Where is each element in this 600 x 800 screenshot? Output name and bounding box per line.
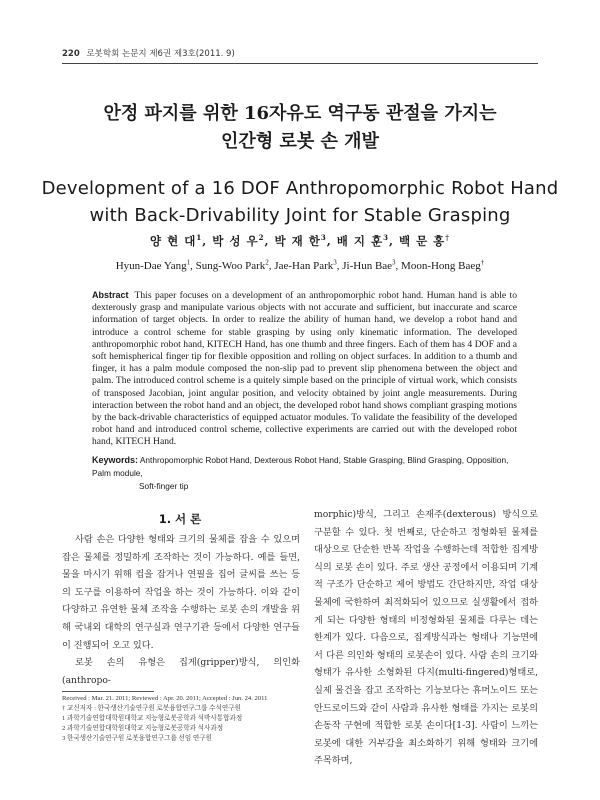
title-english-line-2: with Back-Drivability Joint for Stable Grasping — [89, 205, 511, 226]
body-column-right — [314, 506, 538, 770]
section-heading: 1. 서 론 — [158, 512, 202, 526]
authors-english: Hyun-Dae Yang$^1$, Sung-Woo Park$^2$, Jae-Han Park$^3$, Ji-Hun Bae$^3$, Moon-Hong Baeg† — [115, 258, 485, 272]
keywords — [92, 454, 517, 493]
paragraph: 로봇 손의 유형은 집게(gripper)방식, 의인화(anthropo- — [62, 657, 300, 686]
footnote-affiliation-2: 2 과학기술연합대학원대학교 지능형로봇공학과 석사과정 — [62, 725, 224, 732]
header-rule — [62, 63, 538, 64]
author-en: Hyun-Dae Yang$^1$ — [115, 258, 191, 272]
author-ko: 백 문 홍† — [398, 233, 450, 248]
footnote-corresponding: † 교신저자 : 한국생산기술연구원 로봇융합연구그룹 수석연구원 — [62, 705, 241, 712]
title-korean-line-2: 인간형 로봇 손 개발 — [221, 131, 379, 152]
authors-korean: 양 현 대$^1$, 박 성 우$^2$, 박 재 한$^3$, 배 지 훈$^3$, 백 문 홍† — [150, 233, 450, 248]
footnote-received: Received : Mar. 21. 2011; Reviewed : Apr. 20. 2011; Accepted : Jun. 24. 2011 — [62, 695, 268, 702]
paragraph: 사람 손은 다양한 형태와 크기의 물체를 잡을 수 있으며 잡은 물체를 정밀하게 조작하는 것이 가능하다. 예를 들면, 물을 마시기 위해 컵을 잡거나 연필을 집어 글씨를 쓰는 등의 도구를 이용하여 작업을 하는 것이 가능하다. 이와 같이 다양하고 유연한 물체 조작을 수행하는 로봇 손의 개발을 위해 국내외 대학의 연구실과 연구기관 등에서 다양한 연구들이 진행되어 오고 있다. — [62, 534, 300, 651]
footnote-rule — [62, 691, 154, 692]
running-header — [62, 47, 235, 59]
abstract-label: Abstract — [92, 290, 129, 300]
title-korean-line-1: 안정 파지를 위한 16자유도 역구동 관절을 가지는 — [103, 103, 497, 124]
abstract-text: This paper focuses on a development of an anthropomorphic robot hand. Human hand is able to dexterously grasp and manipulate various objects with not accurate and sufficient, but inaccurate and scarce information of target objects. In order to realize the ability of human hand, we develop a robot hand and introduce a control scheme for stable grasping by using only kinematic information. The developed anthropomorphic robot hand, KITECH Hand, has one thumb and three fingers. Each of them has 4 DOF and a soft hemispherical finger tip for flexible opposition and rolling on object surfaces. In addition to a thumb and finger, it has a palm module composed the non-slip pad to prevent slip phenomena between the object and palm. The introduced control scheme is a quitely simple based on the principle of virtual work, which consists of transposed Jacobian, joint angular position, and velocity obtained by joint angle measurements. During interaction between the robot hand and an object, the developed robot hand shows compliant grasping motions by the back-drivable characteristics of equipped actuator modules. To validate the feasibility of the developed robot hand and introduced control scheme, collective experiments are carried out with the developed robot hand, KITECH Hand. — [92, 290, 517, 448]
keywords-label: Keywords: — [92, 455, 139, 465]
title-english-line-1: Development of a 16 DOF Anthropomorphic Robot Hand — [41, 178, 559, 199]
paragraph: morphic)방식, 그리고 손재주(dexterous) 방식으로 구분할 수 있다. 첫 번째로, 단순하고 정형화된 물체를 대상으로 단순한 반복 작업을 수행하는데 적합한 집게방식의 로봇 손이 있다. 주로 생산 공정에서 이용되며 기계적 구조가 단순하고 제어 방법도 간단하지만, 작업 대상 물체에 국한하여 최적화되어 있으므로 실생활에서 접하게 되는 다양한 형태의 비정형화된 물체를 다루는 데는 한계가 있다. 다음으로, 집게방식과는 형태나 기능면에서 다른 의인화 형태의 로봇손이 있다. 사람 손의 크기와 형태가 유사한 소형화된 다지(multi-fingered)형태로, 실제 물건을 잡고 조작하는 기능보다는 휴머노이드 또는 안드로이드와 같이 사람과 유사한 형태를 가지는 로봇의 손동작 구현에 적합한 로봇 손이다[1-3]. 사람이 느끼는 로봇에 대한 거부감을 최소화하기 위해 형태와 크기에 주목하며, — [314, 509, 538, 767]
author-ko: 박 성 우$^2$ — [212, 233, 265, 248]
footnotes — [62, 694, 307, 744]
page-number: 220 — [62, 49, 80, 59]
body-column-left — [62, 531, 300, 689]
author-ko: 양 현 대$^1$ — [150, 233, 203, 248]
keywords-line-2: Soft-finger tip — [139, 481, 189, 491]
author-ko: 박 재 한$^3$ — [274, 233, 327, 248]
author-en: Sung-Woo Park$^2$ — [195, 258, 269, 272]
journal-name: 로봇학회 논문지 제6권 제3호(2011. 9) — [86, 49, 235, 59]
abstract — [92, 289, 517, 449]
footnote-affiliation-1: 1 과학기술연합대학원대학교 지능형로봇공학과 석박사통합과정 — [62, 715, 243, 722]
footnote-affiliation-3: 3 한국생산기술연구원 로봇융합연구그룹 선임 연구원 — [62, 735, 213, 742]
author-en: Moon-Hong Baeg† — [401, 258, 485, 272]
author-ko: 배 지 훈$^3$ — [336, 233, 389, 248]
keywords-line-1: Anthropomorphic Robot Hand, Dexterous Robot Hand, Stable Grasping, Blind Grasping, Opposition, Palm module, — [92, 455, 509, 478]
author-en: Jae-Han Park$^3$ — [274, 258, 337, 272]
author-en: Ji-Hun Bae$^3$ — [342, 258, 396, 272]
